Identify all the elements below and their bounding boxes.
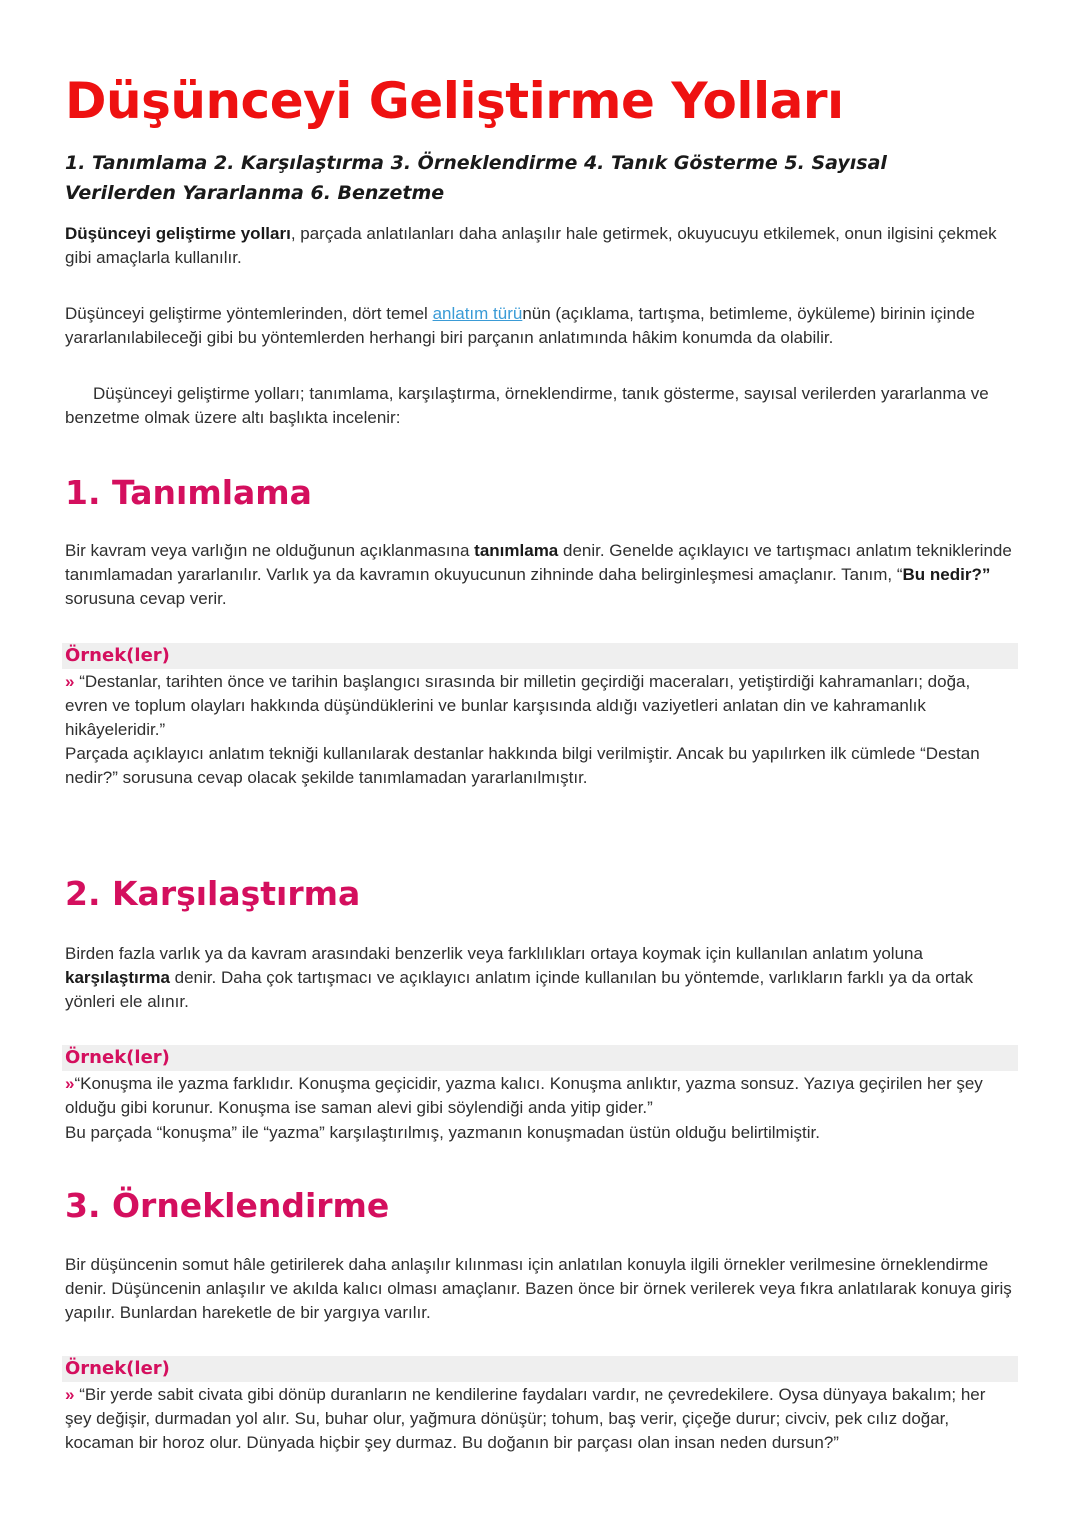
example-label: Örnek(ler)	[65, 1358, 170, 1379]
intro-text: nün (açıklama, tartışma, betimleme, öyküleme) birinin içinde yararlanılabileceği gibi bu yöntemlerden herhangi biri parçanın anlatımında hâkim konumda da olabilir.	[65, 304, 975, 347]
body-text: sorusuna cevap verir.	[65, 589, 227, 608]
intro-bold-term: Düşünceyi geliştirme yolları	[65, 224, 291, 243]
chevron-right-icon: »	[65, 1074, 75, 1093]
anlatim-turu-link[interactable]: anlatım türü	[432, 304, 523, 323]
section-heading-tanimlama: 1. Tanımlama	[65, 473, 312, 512]
body-text: denir. Genelde açıklayıcı ve tartışmacı anlatım tekniklerinde tanımlamadan yararlanılır. Varlık ya da kavramın okuyucunun zihninde daha belirginleşmesi amaçlanır. Tanım, “	[65, 541, 1012, 584]
quote-text: “Konuşma ile yazma farklıdır. Konuşma geçicidir, yazma kalıcı. Konuşma anlıktır, yazma sonsuz. Yazıya geçirilen her şey olduğu gibi korunur. Konuşma ise saman alevi gibi söylendiği anda yitip gider.”	[65, 1074, 983, 1117]
intro-paragraph-1	[65, 222, 1015, 270]
example-quote	[65, 1383, 1015, 1455]
body-text: denir. Daha çok tartışmacı ve açıklayıcı anlatım içinde kullanılan bu yöntemde, varlıkların farklı ya da ortak yönleri ele alınır.	[65, 968, 974, 1011]
chevron-right-icon: »	[65, 672, 75, 691]
intro-text: Düşünceyi geliştirme yöntemlerinden, dört temel	[65, 304, 433, 323]
example-header-bar	[62, 1356, 1018, 1382]
quote-text: “Bir yerde sabit civata gibi dönüp duranların ne kendilerine faydaları vardır, ne çevredekilere. Oysa dünyaya bakalım; her şey değişir, durmadan yol alır. Su, buhar olur, yağmura dönüşür; tohum, baş verir, çiçeğe durur; civciv, pek cılız doğar, kocaman bir horoz olur. Dünyada hiçbir şey durmaz. Bu doğanın bir parçası olan insan neden dursun?”	[65, 1385, 986, 1452]
bold-term: Bu nedir?”	[902, 565, 991, 584]
section-body-tanimlama	[65, 539, 1015, 611]
example-quote	[65, 670, 1015, 742]
section-body-orneklendirme: Bir düşüncenin somut hâle getirilerek daha anlaşılır kılınması için anlatılan konuyla ilgili örnekler verilmesine örneklendirme denir. Düşüncenin anlaşılır ve akılda kalıcı olması amaçlanır. Bazen önce bir örnek verilerek veya fıkra anlatılarak konuya giriş yapılır. Bunlardan hareketle de bir yargıya varılır.	[65, 1255, 1012, 1322]
section-body-karsilastirma	[65, 942, 1015, 1014]
example-label: Örnek(ler)	[65, 645, 170, 666]
subtitle-list: 1. Tanımlama 2. Karşılaştırma 3. Örneklendirme 4. Tanık Gösterme 5. Sayısal Verilerden Yararlanma 6. Benzetme	[65, 152, 887, 204]
example-label: Örnek(ler)	[65, 1047, 170, 1068]
intro-paragraph-2	[65, 302, 1015, 350]
section-heading-orneklendirme: 3. Örneklendirme	[65, 1186, 390, 1225]
section-heading-karsilastirma: 2. Karşılaştırma	[65, 874, 361, 913]
example-header-bar	[62, 1045, 1018, 1071]
bold-term: tanımlama	[474, 541, 559, 560]
bold-term: karşılaştırma	[65, 968, 170, 987]
intro-text: , parçada anlatılanları daha anlaşılır hale getirmek, okuyucuyu etkilemek, onun ilgisini çekmek gibi amaçlarla kullanılır.	[65, 224, 997, 267]
example-note: Bu parçada “konuşma” ile “yazma” karşılaştırılmış, yazmanın konuşmadan üstün olduğu belirtilmiştir.	[65, 1123, 820, 1142]
quote-text: “Destanlar, tarihten önce ve tarihin başlangıcı sırasında bir milletin geçirdiği maceraları, yetiştirdiği kahramanları; doğa, evren ve toplum olayları hakkında düşündüklerini ve bunlar karşısında aldığı vaziyetleri anlatan din ve kahramanlık hikâyeleridir.”	[65, 672, 971, 739]
example-header-bar	[62, 643, 1018, 669]
page-title: Düşünceyi Geliştirme Yolları	[65, 72, 844, 130]
body-text: Birden fazla varlık ya da kavram arasındaki benzerlik veya farklılıkları ortaya koymak için kullanılan anlatım yoluna	[65, 944, 923, 963]
example-quote	[65, 1072, 1015, 1120]
chevron-right-icon: »	[65, 1385, 75, 1404]
example-note: Parçada açıklayıcı anlatım tekniği kullanılarak destanlar hakkında bilgi verilmiştir. Ancak bu yapılırken ilk cümlede “Destan nedir?” sorusuna cevap olacak şekilde tanımlamadan yararlanılmıştır.	[65, 744, 980, 787]
body-text: Bir kavram veya varlığın ne olduğunun açıklanmasına	[65, 541, 475, 560]
intro-paragraph-3: Düşünceyi geliştirme yolları; tanımlama, karşılaştırma, örneklendirme, tanık gösterme, sayısal verilerden yararlanma ve benzetme olmak üzere altı başlıkta incelenir:	[65, 384, 989, 427]
